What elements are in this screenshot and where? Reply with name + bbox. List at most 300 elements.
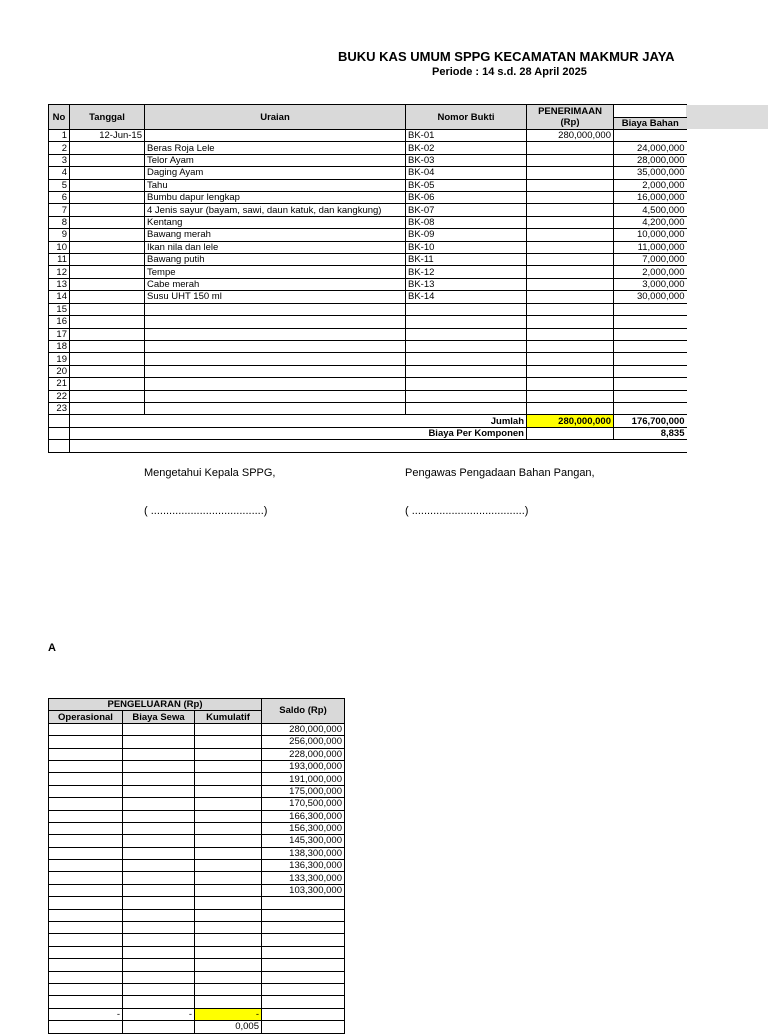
row-operational (49, 847, 123, 859)
row-description: Tempe (145, 266, 406, 278)
row-description (145, 365, 406, 377)
row-reference (406, 340, 527, 352)
row-date (70, 229, 145, 241)
row-date (70, 378, 145, 390)
row-balance: 193,000,000 (262, 760, 345, 772)
row-cumulative (195, 872, 262, 884)
row-date (70, 291, 145, 303)
row-cumulative (195, 723, 262, 735)
row-receipt (527, 229, 614, 241)
row-receipt (527, 254, 614, 266)
row-balance (262, 909, 345, 921)
page-title: BUKU KAS UMUM SPPG KECAMATAN MAKMUR JAYA (338, 49, 675, 64)
row-reference: BK-01 (406, 130, 527, 142)
total-rent: - (123, 1008, 195, 1020)
row-rent (123, 748, 195, 760)
table-row (49, 229, 687, 241)
row-operational (49, 946, 123, 958)
table-row (49, 353, 687, 365)
row-material-cost (614, 402, 687, 414)
row-material-cost (614, 365, 687, 377)
table-row (49, 328, 687, 340)
row-cumulative (195, 996, 262, 1008)
row-rent (123, 798, 195, 810)
table-row (49, 365, 687, 377)
table-row (49, 278, 687, 290)
row-material-cost (614, 316, 687, 328)
header-expenditure-group: PENGELUARAN (Rp) (49, 699, 262, 711)
row-no: 18 (49, 340, 70, 352)
row-rent (123, 723, 195, 735)
row-balance: 103,300,000 (262, 884, 345, 896)
row-date (70, 192, 145, 204)
row-cumulative (195, 760, 262, 772)
row-description: Cabe merah (145, 278, 406, 290)
row-rent (123, 983, 195, 995)
row-date (70, 353, 145, 365)
total-label: Jumlah (70, 415, 527, 427)
row-receipt (527, 316, 614, 328)
row-receipt (527, 378, 614, 390)
row-description: Tahu (145, 179, 406, 191)
header-reference: Nomor Bukti (406, 105, 527, 130)
table-row (49, 340, 687, 352)
table-row (49, 142, 687, 154)
row-material-cost: 11,000,000 (614, 241, 687, 253)
row-date (70, 328, 145, 340)
row-material-cost: 10,000,000 (614, 229, 687, 241)
row-receipt (527, 303, 614, 315)
row-rent (123, 959, 195, 971)
row-receipt (527, 353, 614, 365)
row-description (145, 402, 406, 414)
row-cumulative (195, 909, 262, 921)
table-row (49, 204, 687, 216)
signature-left-title: Mengetahui Kepala SPPG, (144, 467, 276, 479)
expenditure-table (48, 698, 345, 1034)
row-no: 14 (49, 291, 70, 303)
row-balance (262, 897, 345, 909)
row-material-cost: 35,000,000 (614, 167, 687, 179)
table-row (49, 810, 345, 822)
row-operational (49, 922, 123, 934)
row-reference (406, 353, 527, 365)
row-reference: BK-02 (406, 142, 527, 154)
header-blank (614, 105, 687, 118)
row-operational (49, 959, 123, 971)
row-operational (49, 909, 123, 921)
row-receipt (527, 390, 614, 402)
row-balance (262, 971, 345, 983)
row-description: Telor Ayam (145, 154, 406, 166)
row-rent (123, 971, 195, 983)
header-rent: Biaya Sewa (123, 711, 195, 723)
total-balance-blank (262, 1008, 345, 1020)
row-receipt (527, 278, 614, 290)
row-receipt (527, 291, 614, 303)
table-row (49, 316, 687, 328)
row-cumulative (195, 822, 262, 834)
row-rent (123, 909, 195, 921)
row-cumulative (195, 983, 262, 995)
row-date (70, 241, 145, 253)
table-row (49, 835, 345, 847)
row-balance: 138,300,000 (262, 847, 345, 859)
per-component-spacer (49, 427, 70, 439)
table-row (49, 266, 687, 278)
table-row (49, 934, 345, 946)
row-reference: BK-05 (406, 179, 527, 191)
row-no: 3 (49, 154, 70, 166)
row-description (145, 353, 406, 365)
row-balance (262, 946, 345, 958)
row-no: 1 (49, 130, 70, 142)
total-spacer (49, 415, 70, 427)
row-cumulative (195, 897, 262, 909)
row-operational (49, 860, 123, 872)
table-row (49, 291, 687, 303)
table-row (49, 847, 345, 859)
table-row (49, 192, 687, 204)
row-operational (49, 748, 123, 760)
table-row (49, 303, 687, 315)
row-no: 16 (49, 316, 70, 328)
row-date (70, 390, 145, 402)
row-material-cost: 16,000,000 (614, 192, 687, 204)
table-row (49, 167, 687, 179)
table-row (49, 822, 345, 834)
row-cumulative (195, 884, 262, 896)
table-row (49, 860, 345, 872)
row-description: 4 Jenis sayur (bayam, sawi, daun katuk, dan kangkung) (145, 204, 406, 216)
row-balance: 256,000,000 (262, 736, 345, 748)
row-description: Beras Roja Lele (145, 142, 406, 154)
table-row (49, 241, 687, 253)
table-row (49, 179, 687, 191)
table-row (49, 884, 345, 896)
row-balance: 156,300,000 (262, 822, 345, 834)
row-rent (123, 860, 195, 872)
row-receipt (527, 328, 614, 340)
row-rent (123, 996, 195, 1008)
row-cumulative (195, 922, 262, 934)
row-material-cost (614, 378, 687, 390)
row-operational (49, 822, 123, 834)
row-operational (49, 736, 123, 748)
row-balance: 280,000,000 (262, 723, 345, 735)
header-date: Tanggal (70, 105, 145, 130)
row-description (145, 340, 406, 352)
row-cumulative (195, 736, 262, 748)
total-cumulative: - (195, 1008, 262, 1020)
table-row (49, 748, 345, 760)
row-operational (49, 835, 123, 847)
row-no: 13 (49, 278, 70, 290)
row-reference (406, 316, 527, 328)
row-reference: BK-09 (406, 229, 527, 241)
row-balance (262, 983, 345, 995)
row-material-cost: 2,000,000 (614, 266, 687, 278)
row-rent (123, 872, 195, 884)
row-description (145, 130, 406, 142)
row-reference: BK-11 (406, 254, 527, 266)
column-header-overflow (686, 105, 768, 129)
header-receipt: PENERIMAAN (Rp) (527, 105, 614, 130)
row-date (70, 204, 145, 216)
row-operational (49, 983, 123, 995)
row-no: 2 (49, 142, 70, 154)
row-description (145, 378, 406, 390)
row-operational (49, 723, 123, 735)
row-no: 22 (49, 390, 70, 402)
table-row (49, 922, 345, 934)
row-no: 8 (49, 216, 70, 228)
row-rent (123, 934, 195, 946)
row-reference (406, 303, 527, 315)
table-row (49, 959, 345, 971)
row-date (70, 316, 145, 328)
row-rent (123, 773, 195, 785)
per-component-value: 8,835 (614, 427, 687, 439)
row-description: Daging Ayam (145, 167, 406, 179)
partial-row-blank-2 (123, 1021, 195, 1033)
row-no: 4 (49, 167, 70, 179)
per-component-label: Biaya Per Komponen (70, 427, 527, 439)
row-operational (49, 760, 123, 772)
row-operational (49, 996, 123, 1008)
row-material-cost: 24,000,000 (614, 142, 687, 154)
table-row (49, 254, 687, 266)
row-cumulative (195, 946, 262, 958)
row-description (145, 390, 406, 402)
row-reference: BK-07 (406, 204, 527, 216)
row-no: 10 (49, 241, 70, 253)
table-row (49, 390, 687, 402)
header-operational: Operasional (49, 711, 123, 723)
row-receipt (527, 340, 614, 352)
row-material-cost: 30,000,000 (614, 291, 687, 303)
row-no: 7 (49, 204, 70, 216)
row-operational (49, 785, 123, 797)
row-balance: 170,500,000 (262, 798, 345, 810)
cash-ledger-table (48, 104, 687, 453)
row-rent (123, 760, 195, 772)
row-cumulative (195, 959, 262, 971)
row-balance: 175,000,000 (262, 785, 345, 797)
row-material-cost (614, 328, 687, 340)
row-operational (49, 872, 123, 884)
row-rent (123, 736, 195, 748)
partial-row-blank-1 (49, 1021, 123, 1033)
table-row (49, 760, 345, 772)
row-rent (123, 785, 195, 797)
row-cumulative (195, 748, 262, 760)
row-reference: BK-08 (406, 216, 527, 228)
row-date: 12-Jun-15 (70, 130, 145, 142)
row-receipt (527, 192, 614, 204)
signature-right-name: ( .....................................) (405, 505, 529, 517)
row-reference (406, 390, 527, 402)
row-cumulative (195, 971, 262, 983)
period-label: Periode : 14 s.d. 28 April 2025 (432, 66, 587, 78)
row-no: 15 (49, 303, 70, 315)
row-balance (262, 934, 345, 946)
row-balance (262, 922, 345, 934)
header-description: Uraian (145, 105, 406, 130)
row-description (145, 328, 406, 340)
row-operational (49, 971, 123, 983)
row-no: 12 (49, 266, 70, 278)
partial-value: 0,005 (195, 1021, 262, 1033)
total-material: 176,700,000 (614, 415, 687, 427)
table-row (49, 897, 345, 909)
table-row (49, 946, 345, 958)
footer-blank (70, 440, 687, 452)
row-operational (49, 884, 123, 896)
row-balance (262, 959, 345, 971)
row-receipt (527, 241, 614, 253)
row-material-cost (614, 340, 687, 352)
row-date (70, 402, 145, 414)
row-operational (49, 897, 123, 909)
row-receipt (527, 179, 614, 191)
table-row (49, 798, 345, 810)
total-operational: - (49, 1008, 123, 1020)
signature-left-name: ( .....................................) (144, 505, 268, 517)
header-cumulative: Kumulatif (195, 711, 262, 723)
row-no: 17 (49, 328, 70, 340)
row-no: 6 (49, 192, 70, 204)
row-description (145, 316, 406, 328)
row-material-cost: 7,000,000 (614, 254, 687, 266)
row-date (70, 303, 145, 315)
row-description (145, 303, 406, 315)
row-rent (123, 835, 195, 847)
row-cumulative (195, 785, 262, 797)
table-row (49, 402, 687, 414)
row-description: Ikan nila dan lele (145, 241, 406, 253)
header-material-cost: Biaya Bahan (614, 117, 687, 130)
row-balance: 191,000,000 (262, 773, 345, 785)
table-row (49, 723, 345, 735)
row-cumulative (195, 847, 262, 859)
row-operational (49, 773, 123, 785)
table-row (49, 216, 687, 228)
total-receipt: 280,000,000 (527, 415, 614, 427)
table-row (49, 983, 345, 995)
header-balance: Saldo (Rp) (262, 699, 345, 724)
footer-spacer (49, 440, 70, 452)
row-operational (49, 810, 123, 822)
row-date (70, 278, 145, 290)
partial-row-blank-3 (262, 1021, 345, 1033)
row-cumulative (195, 860, 262, 872)
table-row (49, 909, 345, 921)
row-material-cost: 2,000,000 (614, 179, 687, 191)
row-date (70, 167, 145, 179)
row-description: Bawang merah (145, 229, 406, 241)
row-description: Susu UHT 150 ml (145, 291, 406, 303)
row-no: 9 (49, 229, 70, 241)
row-reference (406, 328, 527, 340)
row-reference: BK-03 (406, 154, 527, 166)
row-receipt (527, 402, 614, 414)
row-balance: 166,300,000 (262, 810, 345, 822)
row-material-cost (614, 353, 687, 365)
row-receipt (527, 167, 614, 179)
table-row (49, 154, 687, 166)
signature-right-title: Pengawas Pengadaan Bahan Pangan, (405, 467, 595, 479)
row-material-cost (614, 390, 687, 402)
table-row (49, 736, 345, 748)
row-no: 5 (49, 179, 70, 191)
row-material-cost: 3,000,000 (614, 278, 687, 290)
row-reference (406, 378, 527, 390)
row-cumulative (195, 835, 262, 847)
row-date (70, 254, 145, 266)
row-reference: BK-06 (406, 192, 527, 204)
row-material-cost: 4,500,000 (614, 204, 687, 216)
row-balance: 133,300,000 (262, 872, 345, 884)
row-reference (406, 402, 527, 414)
row-rent (123, 946, 195, 958)
row-reference: BK-12 (406, 266, 527, 278)
row-rent (123, 922, 195, 934)
row-date (70, 154, 145, 166)
row-material-cost (614, 130, 687, 142)
row-receipt (527, 142, 614, 154)
row-cumulative (195, 773, 262, 785)
row-receipt (527, 216, 614, 228)
row-receipt: 280,000,000 (527, 130, 614, 142)
row-reference (406, 365, 527, 377)
row-reference: BK-10 (406, 241, 527, 253)
table-row (49, 130, 687, 142)
row-operational (49, 798, 123, 810)
row-cumulative (195, 810, 262, 822)
row-material-cost: 4,200,000 (614, 216, 687, 228)
row-material-cost (614, 303, 687, 315)
row-date (70, 266, 145, 278)
row-description: Bawang putih (145, 254, 406, 266)
row-cumulative (195, 798, 262, 810)
row-description: Kentang (145, 216, 406, 228)
row-date (70, 179, 145, 191)
row-reference: BK-13 (406, 278, 527, 290)
row-reference: BK-04 (406, 167, 527, 179)
row-no: 11 (49, 254, 70, 266)
row-balance (262, 996, 345, 1008)
row-rent (123, 810, 195, 822)
table-row (49, 378, 687, 390)
row-reference: BK-14 (406, 291, 527, 303)
row-date (70, 142, 145, 154)
row-rent (123, 847, 195, 859)
per-component-blank (527, 427, 614, 439)
row-date (70, 365, 145, 377)
row-rent (123, 897, 195, 909)
table-row (49, 785, 345, 797)
row-no: 20 (49, 365, 70, 377)
row-receipt (527, 266, 614, 278)
row-operational (49, 934, 123, 946)
row-rent (123, 884, 195, 896)
row-no: 21 (49, 378, 70, 390)
table-row (49, 971, 345, 983)
row-material-cost: 28,000,000 (614, 154, 687, 166)
row-description: Bumbu dapur lengkap (145, 192, 406, 204)
row-receipt (527, 204, 614, 216)
